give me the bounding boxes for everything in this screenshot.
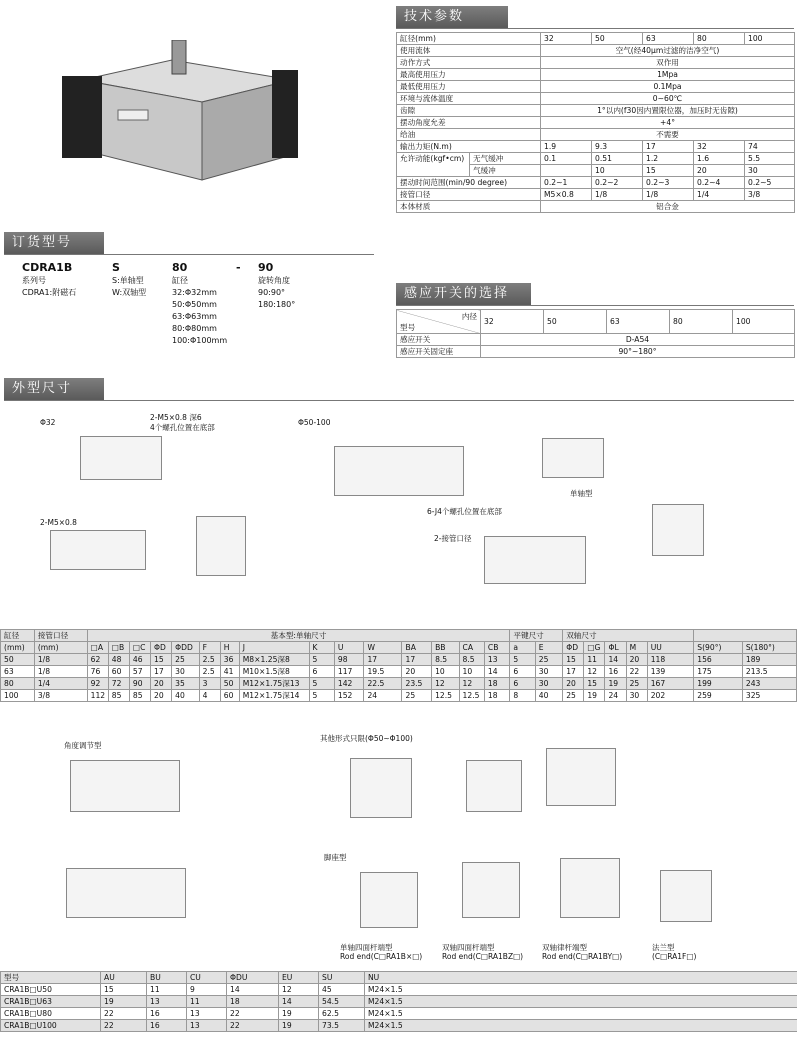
drawing-other-2: [466, 760, 522, 812]
tech-row: 使用流体 空气(经40μm过滤的洁净空气): [397, 45, 795, 57]
dim-table: [0, 629, 797, 702]
drawing-angle-top: [70, 760, 180, 812]
label-other: 其他形式只限(Φ50~Φ100): [320, 734, 413, 743]
foot-label-4: Rod end(C□RA1BZ□): [442, 952, 524, 961]
foot-label-5: 双轴律杆端型: [542, 943, 587, 952]
dim-row: 100 3/8 112 85 85 20 40 4 60 M12×1.75深14 5 152 24 25 12.5 12.5 18 8 40 25 19 24 30 202 259 325: [1, 690, 797, 702]
label-single: 单轴型: [570, 489, 593, 498]
energy-row: 允许动能(kgf•cm) 无气缓冲 气缓冲 0.1 0.51 10 1.2 15 1.6 20 5.5 30: [397, 153, 795, 177]
tech-row: 摆动时间范围(min/90 degree) 0.2~1 0.2~2 0.2~3 0.2~4 0.2~5: [397, 177, 795, 189]
order-shaft: S S:单轴型 W:双轴型: [112, 261, 147, 297]
tech-row: 齿隙 1°以内(f30因内置限位器，加压时无齿隙): [397, 105, 795, 117]
drawing-other-1: [350, 758, 412, 818]
tech-row: 输出力矩(N.m) 1.9 9.3 17 32 74: [397, 141, 795, 153]
dim-head: 缸径 接管口径 基本型:单轴尺寸 平键尺寸 双轴尺寸: [1, 630, 797, 642]
drawing-d50-side: [484, 536, 586, 584]
label-foot: 脚座型: [324, 853, 347, 862]
foot-label-2: Rod end(C□RA1B×□): [340, 952, 423, 961]
drawing-other-3: [546, 748, 616, 806]
drawing-foot-2: [462, 862, 520, 918]
foot-label-3: 双轴四面杆端型: [442, 943, 495, 952]
drawing-d32-top: [80, 436, 162, 480]
order-dash: -: [236, 261, 241, 274]
label-m5c: 2-M5×0.8: [40, 518, 77, 527]
dim-head2: (mm) (mm) □A □B □C ΦD ΦDD F H J K U W BA BB CA CB a E ΦD □G ΦL M UU S(90°) S(180°): [1, 642, 797, 654]
tech-row: 缸径(mm) 32 50 63 80 100: [397, 33, 795, 45]
tech-row: 环境与流体温度 0~60℃: [397, 93, 795, 105]
order-header: 订货型号: [4, 232, 104, 254]
foot-label-6: Rod end(C□RA1BY□): [542, 952, 623, 961]
au-row: CRA1B□U80 22 16 13 22 19 62.5 M24×1.5: [1, 1008, 797, 1020]
drawing-d32-side: [50, 530, 146, 570]
label-holes: 6-J4个螺孔位置在底部: [427, 507, 502, 516]
dims-header: 外型尺寸: [4, 378, 104, 400]
sensor-header: 感应开关的选择: [396, 283, 531, 305]
drawing-d50-top: [334, 446, 464, 496]
label-d32: Φ32: [40, 418, 56, 427]
product-photo: [62, 40, 298, 192]
au-table: [0, 971, 797, 1032]
label-m5: 2-M5×0.8 深6: [150, 413, 202, 422]
label-port: 2-接管口径: [434, 534, 472, 543]
au-row: CRA1B□U100 22 16 13 22 19 73.5 M24×1.5: [1, 1020, 797, 1032]
dim-row: 50 1/8 62 48 46 15 25 2.5 36 M8×1.25深8 5 98 17 17 8.5 8.5 13 5 25 15 11 14 20 118 156 189: [1, 654, 797, 666]
drawing-angle-side: [66, 868, 186, 918]
tech-row: 动作方式 双作用: [397, 57, 795, 69]
au-row: CRA1B□U63 19 13 11 18 14 54.5 M24×1.5: [1, 996, 797, 1008]
tech-row: 最低使用压力 0.1Mpa: [397, 81, 795, 93]
dim-row: 80 1/4 92 72 90 20 35 3 50 M12×1.75深13 5 142 22.5 23.5 12 12 18 6 30 20 15 19 25 167 199 243: [1, 678, 797, 690]
tech-row: 给油 不需要: [397, 129, 795, 141]
order-series: CDRA1B 系列号 CDRA1:附磁石: [22, 261, 77, 297]
tech-row: 最高使用压力 1Mpa: [397, 69, 795, 81]
tech-row: 摆动角度允差 +4°: [397, 117, 795, 129]
label-angle: 角度调节型: [64, 741, 102, 750]
drawing-foot-3: [560, 858, 620, 918]
tech-row: 接管口径 M5×0.8 1/8 1/8 1/4 3/8: [397, 189, 795, 201]
foot-label-8: (C□RA1F□): [652, 952, 697, 961]
au-head: 型号 AU BU CU ΦDU EU SU NU: [1, 972, 797, 984]
label-m5b: 4个螺孔位置在底部: [150, 423, 215, 432]
au-row: CRA1B□U50 15 11 9 14 12 45 M24×1.5: [1, 984, 797, 996]
tech-params-table: [396, 32, 795, 213]
drawing-single-shaft: [542, 438, 604, 478]
foot-label-1: 单轴四面杆端型: [340, 943, 393, 952]
label-d50: Φ50-100: [298, 418, 331, 427]
tech-row: 本体材质 铝合金: [397, 201, 795, 213]
drawing-flange: [660, 870, 712, 922]
drawing-d32-end: [196, 516, 246, 576]
dim-row: 63 1/8 76 60 57 17 30 2.5 41 M10×1.5深8 6 117 19.5 20 10 10 14 6 30 17 12 16 22 139 175 213.5: [1, 666, 797, 678]
foot-label-7: 法兰型: [652, 943, 675, 952]
drawing-d50-end: [652, 504, 704, 556]
order-bore: 80 缸径 32:Φ32mm 50:Φ50mm 63:Φ63mm 80:Φ80mm 100:Φ100mm: [172, 261, 228, 345]
tech-params-header: 技术参数: [396, 6, 508, 28]
order-angle: 90 旋转角度 90:90° 180:180°: [258, 261, 296, 309]
drawing-foot-1: [360, 872, 418, 928]
sensor-table: 内径 型号 32 50 63 80 100 感应开关 D-A54 感应开关固定座 90°~180°: [396, 309, 795, 358]
